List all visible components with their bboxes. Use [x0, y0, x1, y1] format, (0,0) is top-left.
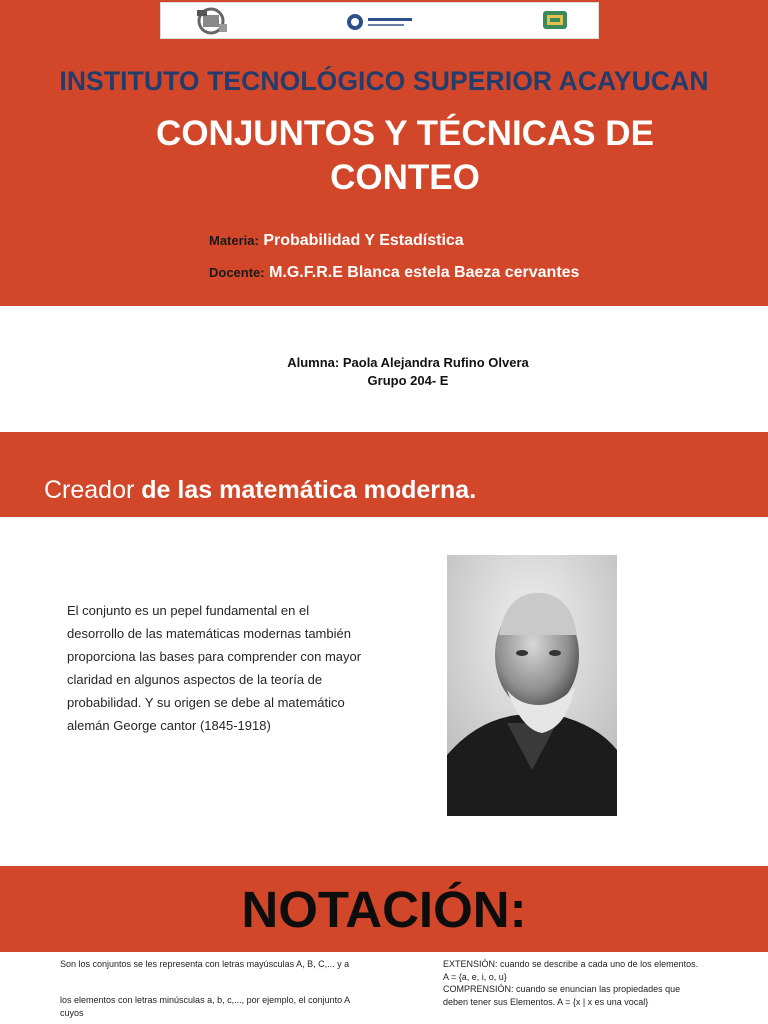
tecnm-logo-icon: [189, 6, 233, 36]
veracruz-logo-icon: [541, 9, 569, 31]
logo-strip: [160, 2, 599, 39]
materia-label: Materia:: [209, 233, 259, 248]
notation-left-text-1: Son los conjuntos se les representa con letras mayúsculas A, B, C,... y a: [60, 959, 350, 969]
docente-label: Docente:: [209, 265, 265, 280]
extension-definition: EXTENSIÓN: cuando se describe a cada uno de los elementos.: [443, 959, 699, 969]
portrait-photo: [447, 555, 617, 816]
creator-paragraph: El conjunto es un pepel fundamental en el desorrollo de las matemáticas modernas también proporciona las bases para comprender con mayor claridad en algunos aspectos de la teoría de probabilidad. Y su origen se debe al matemático alemán George cantor (1845-1918): [67, 603, 362, 733]
notation-right-block: [443, 958, 743, 1008]
title-line-1: CONJUNTOS Y TÉCNICAS DE: [156, 114, 654, 153]
student-group: Grupo 204- E: [367, 373, 449, 388]
creator-heading-bold: de las matemática moderna.: [141, 476, 477, 504]
creator-heading-normal: Creador: [44, 476, 135, 504]
docente-value: M.G.F.R.E Blanca estela Baeza cervantes: [269, 264, 580, 281]
presentation-title: [100, 112, 710, 200]
docente-line: [209, 264, 579, 282]
student-name: Alumna: Paola Alejandra Rufino Olvera: [287, 355, 529, 370]
notation-left-text-2: los elementos con letras minúsculas a, b, c,..., por ejemplo, el conjunto A cuyos: [60, 995, 350, 1018]
materia-line: [209, 232, 464, 250]
creator-heading: [44, 476, 476, 505]
institute-logo-icon: [346, 12, 416, 32]
comprehension-definition: COMPRENSIÓN: cuando se enuncian las propiedades que: [443, 984, 681, 994]
materia-value: Probabilidad Y Estadística: [263, 232, 464, 249]
institute-name: INSTITUTO TECNOLÓGICO SUPERIOR ACAYUCAN: [59, 66, 709, 96]
extension-example: A = {a, e, i, o, u}: [443, 971, 507, 982]
title-line-2: CONTEO: [330, 158, 480, 197]
notation-heading: NOTACIÓN:: [241, 881, 527, 938]
comprehension-example: deben tener sus Elementos. A = {x | x es una vocal}: [443, 996, 649, 1007]
